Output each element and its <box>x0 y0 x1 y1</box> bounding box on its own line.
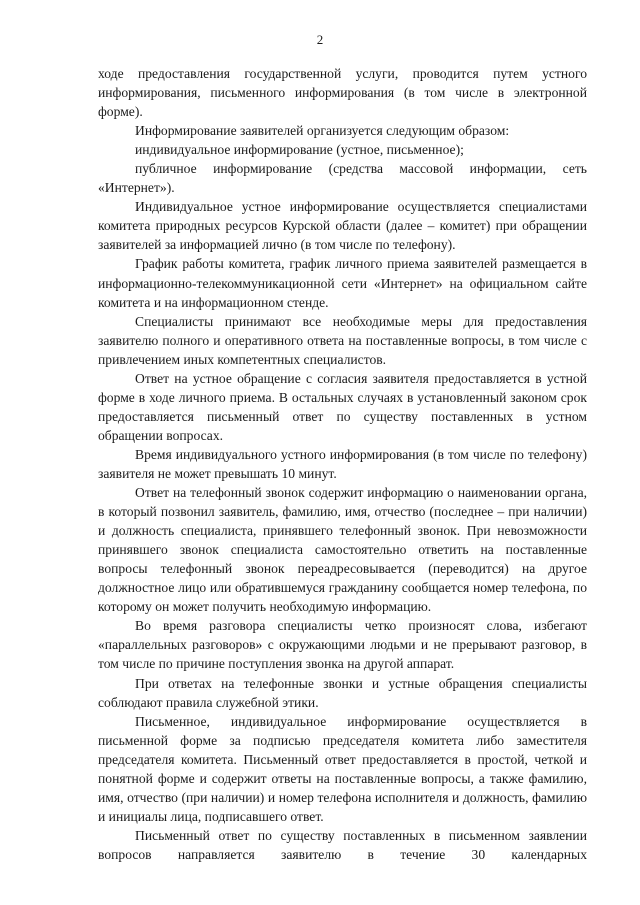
paragraph: Информирование заявителей организуется следующим образом: <box>135 123 510 139</box>
document-body <box>98 64 587 864</box>
paragraph: Ответ на телефонный звонок содержит информацию о наименовании органа, в который позвонил заявитель, фамилию, имя, отчество (последнее – при наличии) и должность специалиста, принявшего телефонный звонок. При невозможности принявшего звонок специалиста самостоятельно ответить на поставленные вопросы телефонный звонок переадресовывается (переводится) на другое должностное лицо или обратившемуся гражданину сообщается номер телефона, по которому он может получить необходимую информацию. <box>98 485 587 615</box>
paragraph: Время индивидуального устного информирования (в том числе по телефону) заявителя не может превышать 10 минут. <box>98 446 587 481</box>
paragraph: Специалисты принимают все необходимые меры для предоставления заявителю полного и оперативного ответа на поставленные вопросы, в том числе с привлечением иных компетентных специалистов. <box>98 313 587 367</box>
paragraph: Письменный ответ по существу поставленных в письменном заявлении вопросов направляется заявителю в течение 30 календарных <box>98 827 587 862</box>
paragraph: ходе предоставления государственной услуги, проводится путем устного информирования, письменного информирования (в том числе в электронной форме). <box>98 66 587 120</box>
paragraph: публичное информирование (средства массовой информации, сеть «Интернет»). <box>98 161 587 196</box>
paragraph: Индивидуальное устное информирование осуществляется специалистами комитета природных ресурсов Курской области (далее – комитет) при обращении заявителей за информацией лично (в том числе по телефону). <box>98 199 587 253</box>
paragraph: Письменное, индивидуальное информирование осуществляется в письменной форме за подписью председателя комитета либо заместителя председателя комитета. Письменный ответ предоставляется в простой, четкой и понятной форме и содержит ответы на поставленные вопросы, а также фамилию, имя, отчество (при наличии) и номер телефона исполнителя и должность, фамилию и инициалы лица, подписавшего ответ. <box>98 713 587 824</box>
paragraph: Во время разговора специалисты четко произносят слова, избегают «параллельных разговоров» с окружающими людьми и не прерывают разговор, в том числе по причине поступления звонка на другой аппарат. <box>98 618 587 672</box>
paragraph: График работы комитета, график личного приема заявителей размещается в информационно-телекоммуникационной сети «Интернет» на официальном сайте комитета и на информационном стенде. <box>98 256 587 310</box>
page-number: 2 <box>316 32 324 47</box>
paragraph: Ответ на устное обращение с согласия заявителя предоставляется в устной форме в ходе личного приема. В остальных случаях в установленный законом срок предоставляется письменный ответ по существу поставленных в устном обращении вопросах. <box>98 370 587 443</box>
paragraph: индивидуальное информирование (устное, письменное); <box>135 142 464 158</box>
paragraph: При ответах на телефонные звонки и устные обращения специалисты соблюдают правила служебной этики. <box>98 675 587 710</box>
